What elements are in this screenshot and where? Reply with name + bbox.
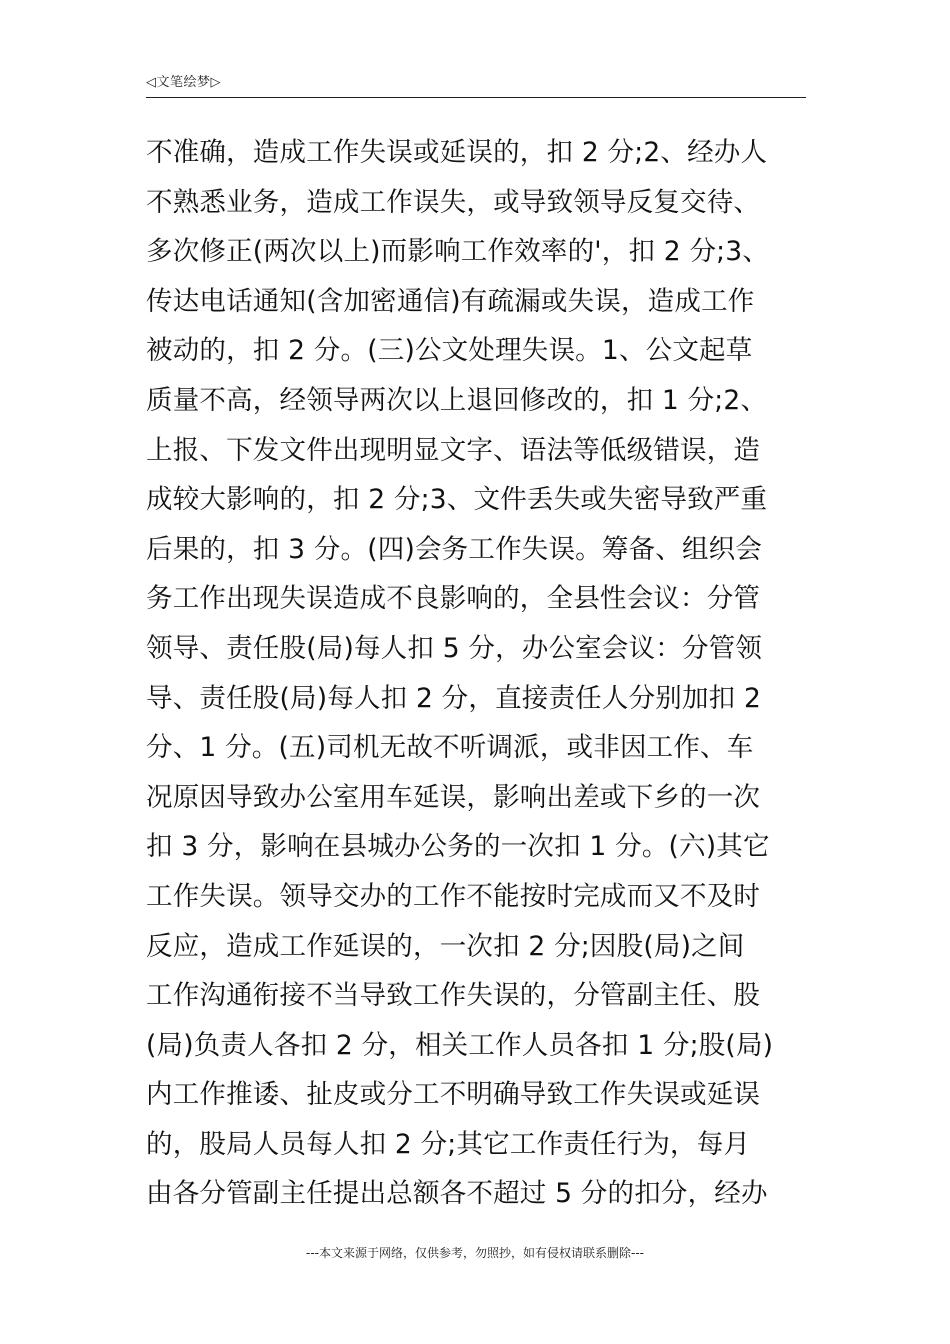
body-line: 不熟悉业务，造成工作误失，或导致领导反复交待、: [146, 186, 761, 218]
body-line: 多次修正(两次以上)而影响工作效率的'，扣 2 分;3、: [146, 236, 770, 268]
body-line: 后果的，扣 3 分。(四)会务工作失误。筹备、组织会: [146, 533, 763, 565]
body-line: 被动的，扣 2 分。(三)公文处理失误。1、公文起草: [146, 335, 753, 367]
body-line: 内工作推诿、扯皮或分工不明确导致工作失误或延误: [146, 1079, 761, 1111]
page-header: ◁文笔绘梦▷: [146, 75, 221, 90]
body-line: 的，股局人员每人扣 2 分;其它工作责任行为，每月: [146, 1128, 751, 1160]
body-line: 导、责任股(局)每人扣 2 分，直接责任人分别加扣 2: [146, 682, 762, 714]
body-line: 扣 3 分，影响在县城办公务的一次扣 1 分。(六)其它: [146, 831, 770, 863]
body-line: 务工作出现失误造成不良影响的，全县性会议：分管: [146, 583, 761, 615]
body-line: 况原因导致办公室用车延误，影响出差或下乡的一次: [146, 781, 761, 813]
body-line: 分、1 分。(五)司机无故不听调派，或非因工作、车: [146, 732, 754, 764]
body-line: 反应，造成工作延误的，一次扣 2 分;因股(局)之间: [146, 930, 745, 962]
body-line: (局)负责人各扣 2 分，相关工作人员各扣 1 分;股(局): [146, 1029, 774, 1061]
document-body: [146, 128, 816, 1219]
body-line: 传达电话通知(含加密通信)有疏漏或失误，造成工作: [146, 285, 755, 317]
body-line: 领导、责任股(局)每人扣 5 分，办公室会议：分管领: [146, 632, 763, 664]
header-divider: [146, 97, 806, 98]
body-line: 工作沟通衔接不当导致工作失误的，分管副主任、股: [146, 980, 761, 1012]
body-line: 上报、下发文件出现明显文字、语法等低级错误，造: [146, 434, 761, 466]
body-line: 不准确，造成工作失误或延误的，扣 2 分;2、经办人: [146, 137, 768, 168]
body-line: 工作失误。领导交办的工作不能按时完成而又不及时: [146, 880, 761, 912]
body-line: 质量不高，经领导两次以上退回修改的，扣 1 分;2、: [146, 384, 768, 416]
body-line: 成较大影响的，扣 2 分;3、文件丢失或失密导致严重: [146, 484, 768, 516]
body-line: 由各分管副主任提出总额各不超过 5 分的扣分，经办: [146, 1178, 768, 1210]
page-footer: ---本文来源于网络，仅供参考，勿照抄，如有侵权请联系删除---: [306, 1246, 644, 1260]
